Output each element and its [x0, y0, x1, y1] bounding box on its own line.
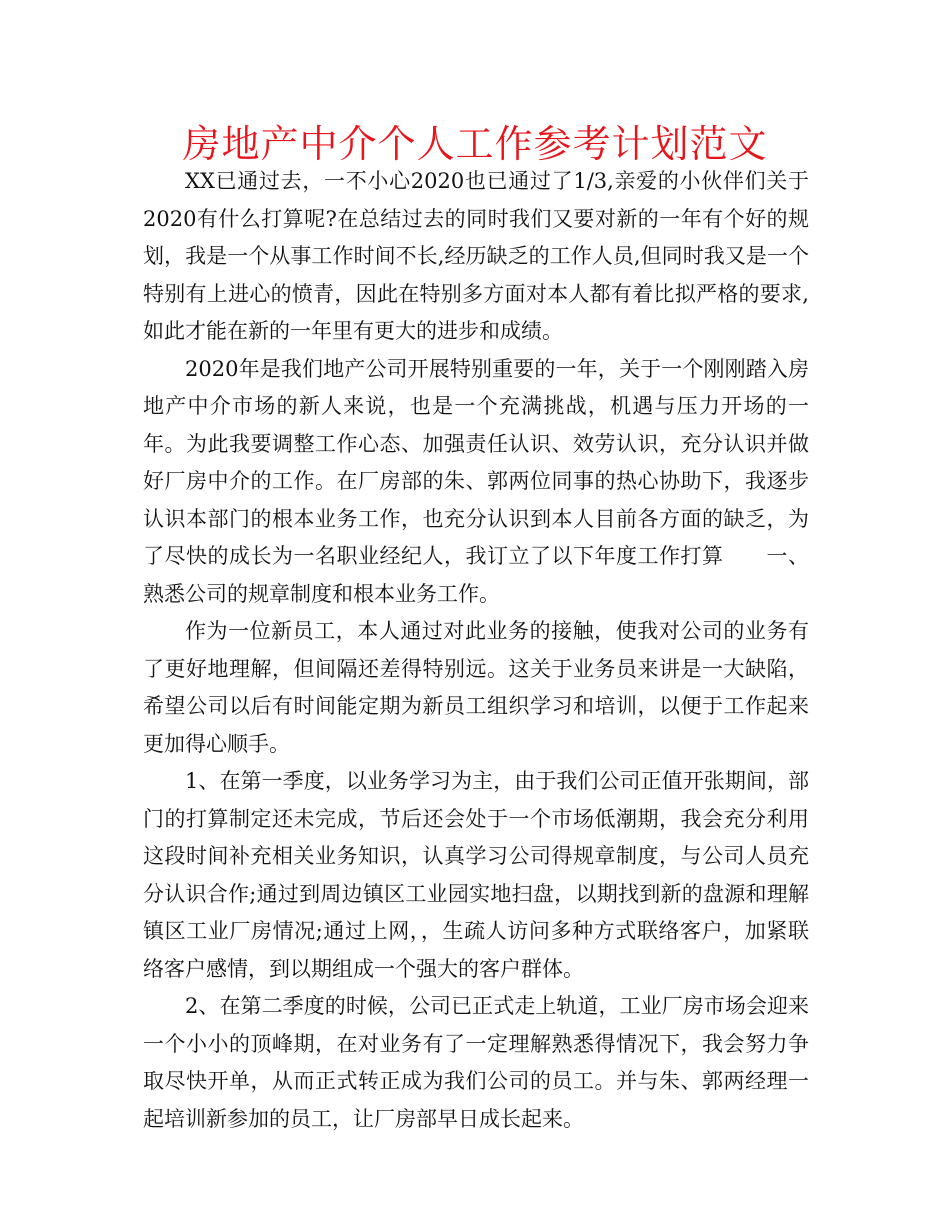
paragraph-intro: XX已通过去，一不小心2020也已通过了1/3,亲爱的小伙伴们关于2020有什么打算呢?在总结过去的同时我们又要对新的一年有个好的规划，我是一个从事工作时间不长,经历缺乏的工作人员,但同时我又是一个特别有上进心的愤青，因此在特别多方面对本人都有着比拟严格的要求,如此才能在新的一年里有更大的进步和成绩。	[143, 169, 809, 343]
paragraph-annual-plan: 2020年是我们地产公司开展特别重要的一年，关于一个刚刚踏入房地产中介市场的新人来说，也是一个充满挑战，机遇与压力开场的一年。为此我要调整工作心态、加强责任认识、效劳认识，充分认识并做好厂房中介的工作。在厂房部的朱、郭两位同事的热心协助下，我逐步认识本部门的根本业务工作，也充分认识到本人目前各方面的缺乏，为了尽快的成长为一名职业经纪人，我订立了以下年度工作打算 一、熟悉公司的规章制度和根本业务工作。	[143, 356, 809, 606]
document-body	[143, 163, 809, 1138]
paragraph-new-employee: 作为一位新员工，本人通过对此业务的接触，使我对公司的业务有了更好地理解，但间隔还差得特别远。这关于业务员来讲是一大缺陷，希望公司以后有时间能定期为新员工组织学习和培训，以便于工作起来更加得心顺手。	[143, 619, 809, 756]
document-title: 房地产中介个人工作参考计划范文	[182, 122, 768, 166]
paragraph-first-quarter: 1、在第一季度，以业务学习为主，由于我们公司正值开张期间，部门的打算制定还未完成，节后还会处于一个市场低潮期，我会充分利用这段时间补充相关业务知识，认真学习公司得规章制度，与公司人员充分认识合作;通过到周边镇区工业园实地扫盘，以期找到新的盘源和理解镇区工业厂房情况;通过上网，，生疏人访问多种方式联络客户，加紧联络客户感情，到以期组成一个强大的客户群体。	[143, 769, 809, 981]
paragraph-second-quarter: 2、在第二季度的时候，公司已正式走上轨道，工业厂房市场会迎来一个小小的顶峰期，在对业务有了一定理解熟悉得情况下，我会努力争取尽快开单，从而正式转正成为我们公司的员工。并与朱、郭两经理一起培训新参加的员工，让厂房部早日成长起来。	[143, 994, 809, 1131]
